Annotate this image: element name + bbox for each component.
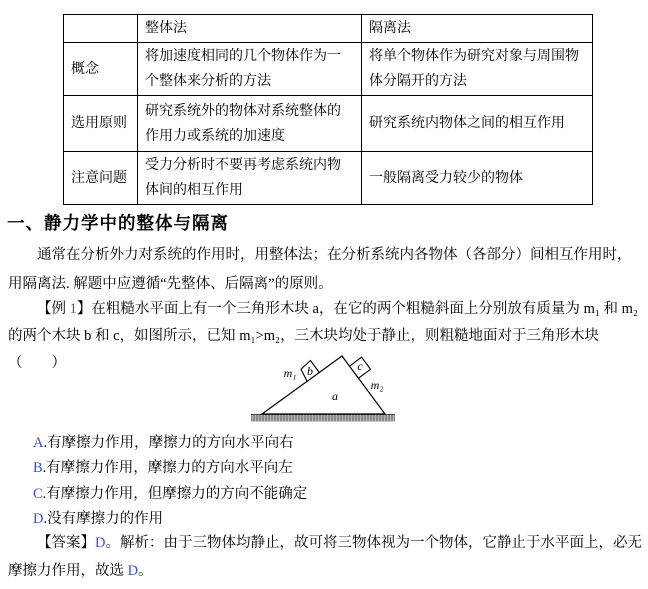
label-m1: m₁ [283,366,297,380]
option-c-text: .有摩擦力作用，但摩擦力的方向不能确定 [42,485,308,502]
row-label-selection-principle: 选用原则 [64,96,138,152]
cell-attention-isolation: 一般隔离受力较少的物体 [362,152,593,205]
table-corner-cell [64,15,138,43]
label-a: a [332,389,338,403]
options-list [33,431,307,533]
option-a [33,431,307,456]
cell-attention-holistic: 受力分析时不要再考虑系统内物体间的相互作用 [138,152,362,205]
option-b-text: .有摩擦力作用，摩擦力的方向水平向左 [42,460,293,477]
intro-paragraph: 通常在分析外力对系统的作用时，用整体法；在分析系统内各物体（各部分）间相互作用时，用隔离法. 解题中应遵循“先整体、后隔离”的原则。 [8,247,632,292]
triangle-diagram-svg [244,346,414,428]
row-label-attention: 注意问题 [64,152,138,205]
option-b [33,456,307,481]
table-header-row [64,15,593,43]
option-d-text: .没有摩擦力的作用 [43,511,164,528]
cell-concept-isolation: 将单个物体作为研究对象与周围物体分隔开的方法 [362,43,593,96]
ground-hatch [251,415,395,422]
option-a-letter: A [33,435,44,451]
triangle-diagram [244,346,414,428]
cell-selection-holistic: 研究系统外的物体对系统整体的作用力或系统的加速度 [138,96,362,152]
answer-paragraph: 【答案】D。解析：由于三物体均静止，故可将三物体视为一个物体，它静止于水平面上，必无摩擦力作用，故选 D。 [8,535,642,579]
table-row-selection-principle [64,96,593,152]
table-header-isolation: 隔离法 [362,15,593,43]
option-a-text: .有摩擦力作用，摩擦力的方向水平向右 [43,435,294,451]
label-c: c [357,359,363,373]
label-b: b [307,364,313,378]
method-comparison-table [63,14,593,205]
option-c [33,482,307,507]
label-m2: m₂ [370,378,384,392]
option-d-letter: D [33,511,44,528]
option-c-letter: C [33,485,43,502]
section-heading: 一、静力学中的整体与隔离 [7,213,229,233]
row-label-concept: 概念 [64,43,138,96]
example-paragraph: 【例 1】在粗糙水平面上有一个三角形木块 a，在它的两个粗糙斜面上分别放有质量为 m₁ 和 m₂ 的两个木块 b 和 c，如图所示，已知 m₁>m₂，三木块均处于静止，则粗糙地面对于三角形木块（ ） [8,301,638,371]
cell-selection-isolation: 研究系统内物体之间的相互作用 [362,96,593,152]
table-row-concept [64,43,593,96]
cell-concept-holistic: 将加速度相同的几个物体作为一个整体来分析的方法 [138,43,362,96]
table-header-holistic: 整体法 [138,15,362,43]
table-row-attention [64,152,593,205]
option-b-letter: B [33,460,43,477]
